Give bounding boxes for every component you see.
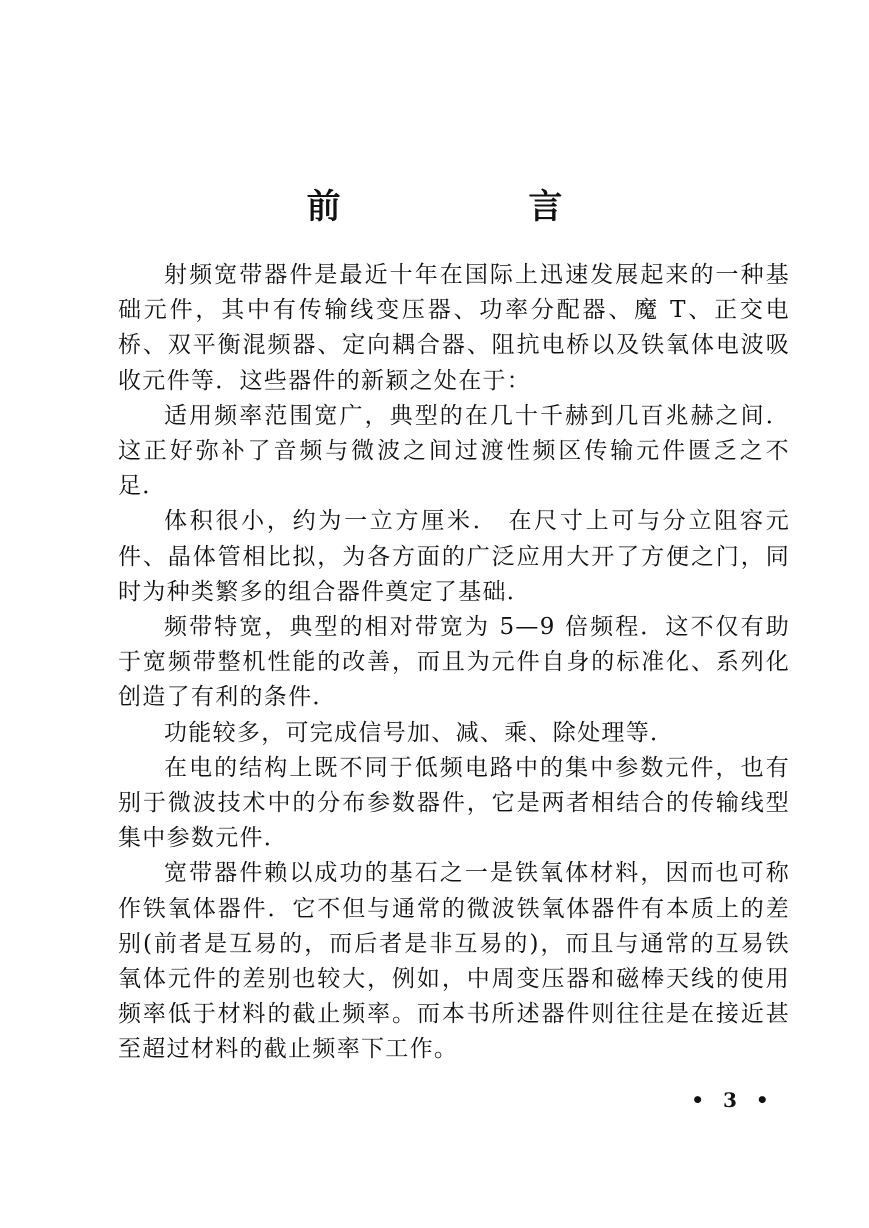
paragraph: 宽带器件赖以成功的基石之一是铁氧体材料，因而也可称作铁氧体器件．它不但与通常的微波铁氧体器件有本质上的差别(前者是互易的，而后者是非互易的)，而且与通常的互易铁氧体元件的差别也较大，例如，中周变压器和磁棒天线的使用频率低于材料的截止频率。而本书所述器件则往往是在接近甚至超过材料的截止频率下工作。	[118, 860, 790, 1063]
paragraph: 在电的结构上既不同于低频电路中的集中参数元件，也有别于微波技术中的分布参数器件，它是两者相结合的传输线型集中参数元件．	[118, 754, 790, 852]
paragraph: 体积很小，约为一立方厘米． 在尺寸上可与分立阻容元件、晶体管相比拟，为各方面的广泛应用大开了方便之门，同时为种类繁多的组合器件奠定了基础．	[118, 508, 790, 605]
paragraph: 射频宽带器件是最近十年在国际上迅速发展起来的一种基础元件，其中有传输线变压器、功率分配器、魔 T、正交电桥、双平衡混频器、定向耦合器、阻抗电桥以及铁氧体电波吸收元件等．这些器件的新颖之处在于：	[118, 262, 790, 394]
body-text	[118, 258, 790, 1068]
paragraph: 频带特宽，典型的相对带宽为 5—9 倍频程．这不仅有助于宽频带整机性能的改善，而且为元件自身的标准化、系列化创造了有利的条件．	[118, 614, 790, 711]
page-title: 前 言	[306, 187, 651, 227]
paragraph: 功能较多，可完成信号加、减、乘、除处理等．	[164, 719, 675, 746]
paragraph: 适用频率范围宽广，典型的在几十千赫到几百兆赫之间．这正好弥补了音频与微波之间过渡性频区传输元件匮乏之不足．	[118, 402, 790, 500]
page-number: • 3 •	[691, 1088, 775, 1112]
